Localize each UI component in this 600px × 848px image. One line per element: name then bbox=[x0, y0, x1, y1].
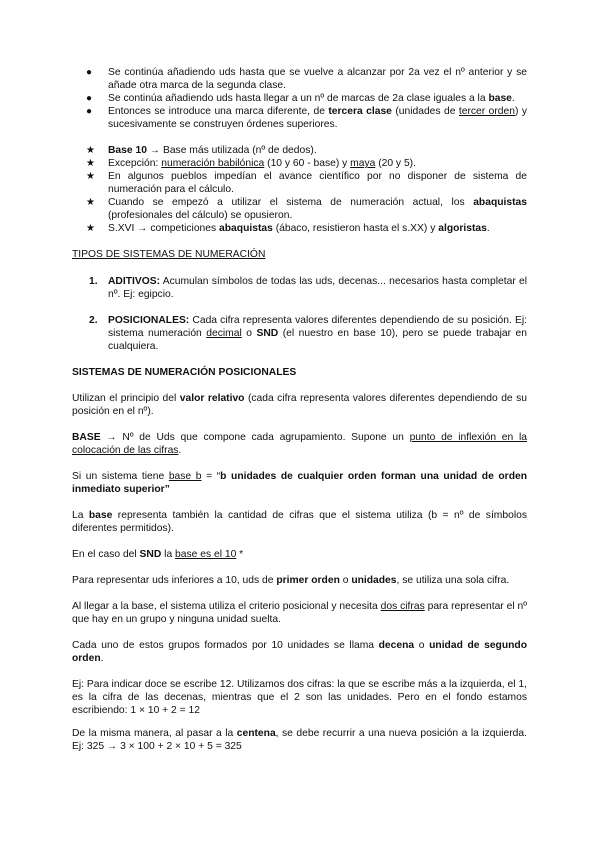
star-icon: ★ bbox=[86, 197, 95, 208]
paragraph-base-b: Si un sistema tiene base b = “b unidades de cualquier orden forman una unidad de orden inmediato superior” bbox=[72, 471, 527, 495]
list-item: ★ Excepción: numeración babilónica (10 y 60 - base) y maya (20 y 5). bbox=[86, 158, 416, 169]
star-icon: ★ bbox=[86, 145, 95, 156]
tipos-list bbox=[72, 275, 527, 353]
list-item: ★ Cuando se empezó a utilizar el sistema de numeración actual, los abaquistas (profesionales del cálculo) se opusieron. bbox=[86, 197, 527, 221]
paragraph-decena: Cada uno de estos grupos formados por 10 unidades se llama decena o unidad de segundo orden. bbox=[72, 640, 528, 664]
star-icon: ★ bbox=[86, 158, 95, 169]
paragraph-base: BASE → Nº de Uds que compone cada agrupamiento. Supone un punto de inflexión en la colocación de las cifras. bbox=[72, 432, 527, 456]
list-item: ● Se continúa añadiendo uds hasta llegar a un nº de marcas de 2a clase iguales a la base. bbox=[86, 93, 515, 104]
tipos-heading: TIPOS DE SISTEMAS DE NUMERACIÓN bbox=[72, 249, 266, 260]
bullet-icon: ● bbox=[86, 106, 93, 117]
bullet-icon: ● bbox=[86, 67, 93, 78]
list-number: 1. bbox=[89, 276, 98, 287]
paragraph-valor-relativo: Utilizan el principio del valor relativo (cada cifra representa valores diferentes dependiendo de su posición en el nº). bbox=[72, 393, 527, 417]
star-icon: ★ bbox=[86, 223, 95, 234]
posicionales-heading: SISTEMAS DE NUMERACIÓN POSICIONALES bbox=[72, 367, 297, 378]
bullet-icon: ● bbox=[86, 93, 93, 104]
list-item: ★ En algunos pueblos impedían el avance científico por no disponer de sistema de numeración para el cálculo. bbox=[86, 171, 527, 195]
list-item: 1. ADITIVOS: Acumulan símbolos de todas las uds, decenas... necesarios hasta completar el nº. Ej: egipcio. bbox=[89, 276, 527, 300]
star-icon: ★ bbox=[86, 171, 95, 182]
paragraph-primer-orden: Para representar uds inferiores a 10, uds de primer orden o unidades, se utiliza una sola cifra. bbox=[72, 575, 510, 586]
bullet-list bbox=[72, 66, 527, 131]
paragraph-dos-cifras: Al llegar a la base, el sistema utiliza el criterio posicional y necesita dos cifras para representar el nº que hay en un grupo y ninguna unidad suelta. bbox=[72, 601, 527, 625]
list-item: ● Entonces se introduce una marca diferente, de tercera clase (unidades de tercer orden) y sucesivamente se construyen órdenes superiores. bbox=[86, 106, 527, 130]
list-item: ★ Base 10 → Base más utilizada (nº de dedos). bbox=[86, 145, 317, 156]
list-item: 2. POSICIONALES: Cada cifra representa valores diferentes dependiendo de su posición. Ej: sistema numeración decimal o SND (el nuestro en base 10), pero se puede trabajar en cualquiera. bbox=[89, 315, 528, 352]
document-page bbox=[72, 66, 527, 766]
list-item: ● Se continúa añadiendo uds hasta que se vuelve a alcanzar por 2a vez el nº anterior y se añade otra marca de la segunda clase. bbox=[86, 67, 527, 91]
list-item: ★ S.XVI → competiciones abaquistas (ábaco, resistieron hasta el s.XX) y algoristas. bbox=[86, 223, 490, 234]
paragraph-centena: De la misma manera, al pasar a la centena, se debe recurrir a una nueva posición a la izquierda. Ej: 325 → 3 × 100 + 2 × 10 + 5 = 325 bbox=[72, 728, 528, 752]
star-list bbox=[72, 144, 527, 235]
paragraph-ejemplo-doce: Ej: Para indicar doce se escribe 12. Utilizamos dos cifras: la que se escribe más a la izquierda, el 1, es la cifra de las decenas, mientras que el 2 son las unidades. Pero en el fondo estamos escribiendo: 1 × 10 + 2 = 12 bbox=[72, 679, 527, 716]
paragraph-snd: En el caso del SND la base es el 10 * bbox=[72, 549, 244, 560]
paragraph-cantidad-cifras: La base representa también la cantidad de cifras que el sistema utiliza (b = nº de símbolos diferentes permitidos). bbox=[72, 510, 527, 534]
list-number: 2. bbox=[89, 315, 98, 326]
